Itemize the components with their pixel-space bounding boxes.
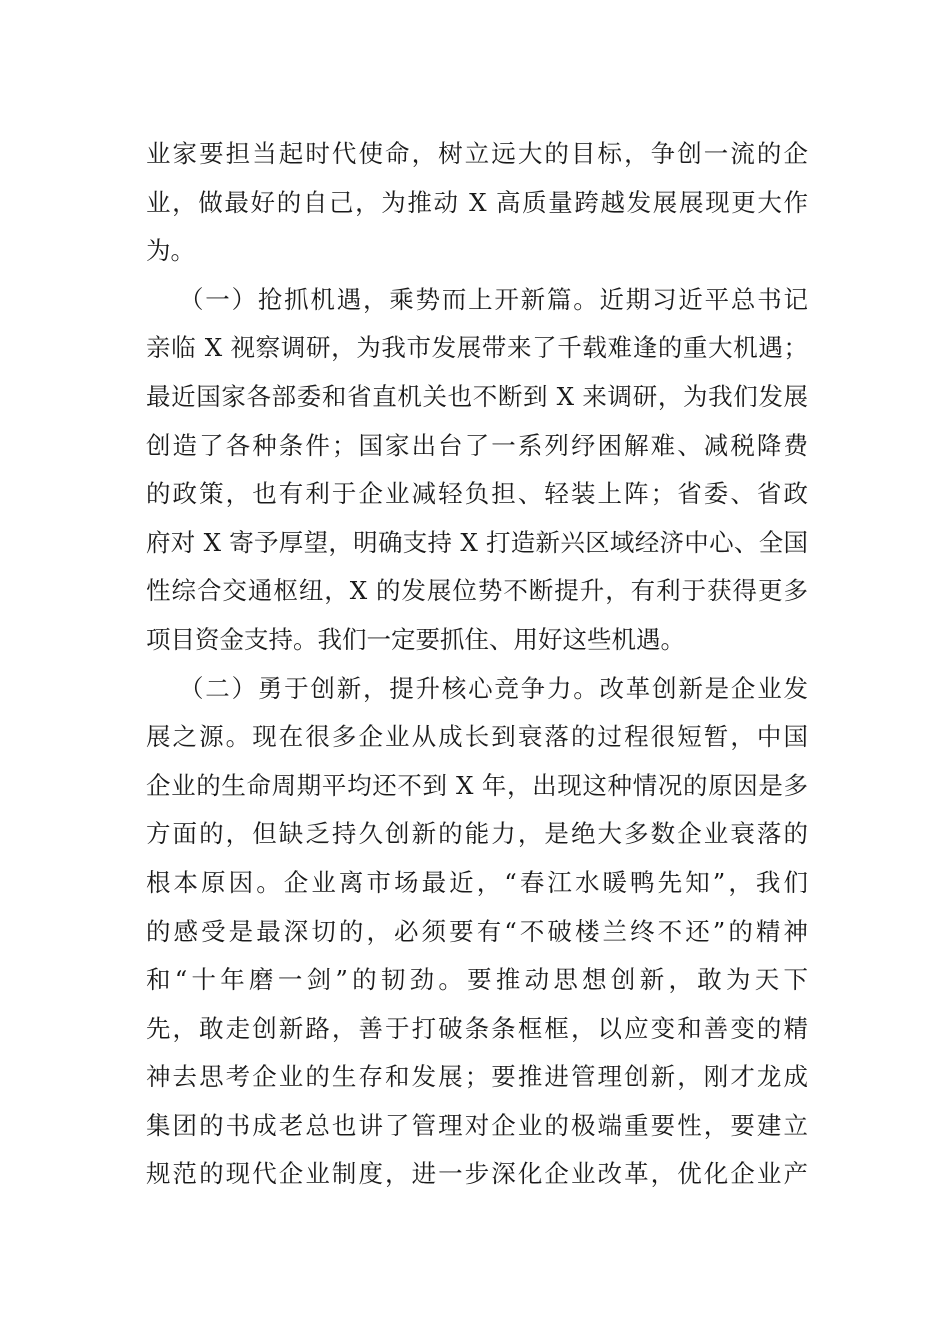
document-body [146,130,808,1199]
section-heading-line: （一）抢抓机遇，乘势而上开新篇。近期习近平总书记 [179,284,808,314]
text-line: 方面的，但缺乏持久创新的能力，是绝大多数企业衰落的 [146,819,808,849]
paragraph-continuation [146,130,808,276]
paragraph-section-2 [146,665,808,1200]
text-line: 创造了各种条件；国家出台了一系列纾困解难、减税降费 [146,430,808,460]
text-line: 最近国家各部委和省直机关也不断到 X 来调研，为我们发展 [146,381,808,411]
text-line: 集团的书成老总也讲了管理对企业的极端重要性，要建立 [146,1110,808,1140]
text-line: 为。 [146,236,195,266]
text-line: 规范的现代企业制度，进一步深化企业改革，优化企业产 [146,1159,808,1189]
text-line: 和“十年磨一剑”的韧劲。要推动思想创新，敢为天下 [146,965,808,995]
text-line: 神去思考企业的生存和发展；要推进管理创新，刚才龙成 [146,1062,808,1092]
text-line: 企业的生命周期平均还不到 X 年，出现这种情况的原因是多 [146,770,808,800]
section-heading-line: （二）勇于创新，提升核心竞争力。改革创新是企业发 [179,673,808,703]
text-line: 业家要担当起时代使命，树立远大的目标，争创一流的企 [146,139,808,168]
paragraph-section-1 [146,276,808,665]
text-line: 业，做最好的自己，为推动 X 高质量跨越发展展现更大作 [146,187,808,217]
text-line: 根本原因。企业离市场最近，“春江水暖鸭先知”，我们 [146,867,808,897]
text-line: 的政策，也有利于企业减轻负担、轻装上阵；省委、省政 [146,479,808,509]
text-line: 项目资金支持。我们一定要抓住、用好这些机遇。 [146,624,685,654]
text-line: 的感受是最深切的，必须要有“不破楼兰终不还”的精神 [146,916,808,946]
text-line: 府对 X 寄予厚望，明确支持 X 打造新兴区域经济中心、全国 [146,527,808,557]
text-line: 亲临 X 视察调研，为我市发展带来了千载难逢的重大机遇； [146,333,808,363]
text-line: 先，敢走创新路，善于打破条条框框，以应变和善变的精 [146,1013,808,1043]
text-line: 展之源。现在很多企业从成长到衰落的过程很短暂，中国 [146,722,808,752]
text-line: 性综合交通枢纽，X 的发展位势不断提升，有利于获得更多 [146,576,808,606]
